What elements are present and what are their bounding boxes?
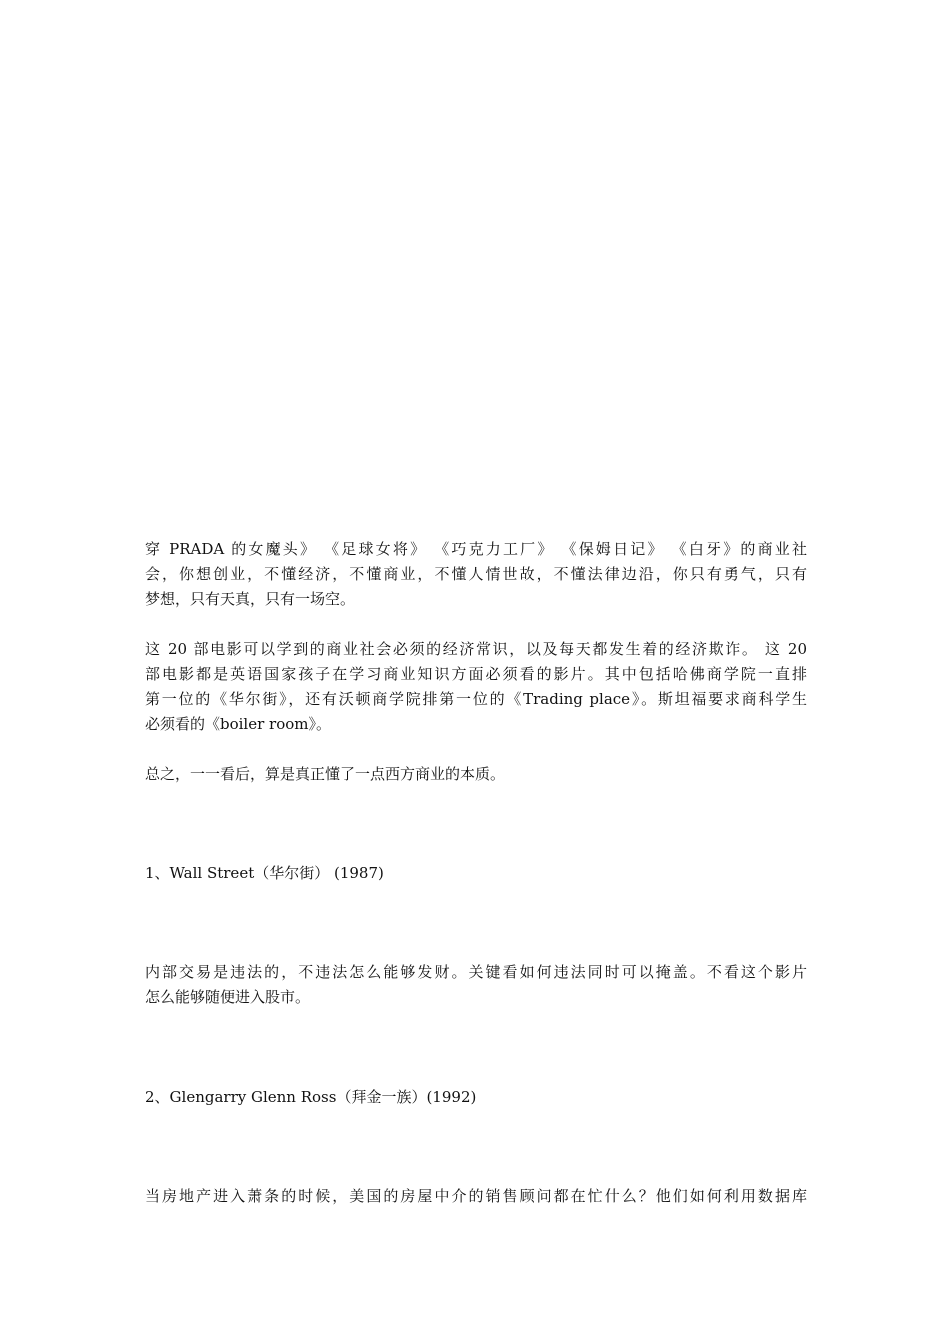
text-line: 第一位的《华尔街》，还有沃顿商学院排第一位的《Trading place》。斯坦福要求商科学生 xyxy=(145,690,807,708)
text-line: 部电影都是英语国家孩子在学习商业知识方面必须看的影片。其中包括哈佛商学院一直排 xyxy=(145,665,807,683)
movie-description-1 xyxy=(145,960,807,1010)
movie-description-2 xyxy=(145,1184,807,1209)
intro-paragraph xyxy=(145,537,807,612)
text-line: 穿 PRADA 的女魔头》 《足球女将》 《巧克力工厂》 《保姆日记》 《白牙》的商业社 xyxy=(145,540,807,558)
text-line: 这 20 部电影可以学到的商业社会必须的经济常识，以及每天都发生着的经济欺诈。 这 20 xyxy=(145,640,807,658)
text-line: 当房地产进入萧条的时候，美国的房屋中介的销售顾问都在忙什么？他们如何利用数据库 xyxy=(145,1187,807,1205)
movie-title-1: 1、Wall Street（华尔街） (1987) xyxy=(145,864,384,882)
movie-title-2: 2、Glengarry Glenn Ross（拜金一族）(1992) xyxy=(145,1088,477,1106)
summary-paragraph: 总之，一一看后，算是真正懂了一点西方商业的本质。 xyxy=(145,765,506,783)
text-line: 梦想，只有天真，只有一场空。 xyxy=(145,590,356,608)
text-line: 内部交易是违法的，不违法怎么能够发财。关键看如何违法同时可以掩盖。不看这个影片 xyxy=(145,963,807,981)
text-line: 必须看的《boiler room》。 xyxy=(145,715,331,733)
text-line: 会，你想创业，不懂经济，不懂商业，不懂人情世故，不懂法律边沿，你只有勇气，只有 xyxy=(145,565,807,583)
description-paragraph xyxy=(145,637,807,737)
text-line: 怎么能够随便进入股市。 xyxy=(145,988,311,1006)
